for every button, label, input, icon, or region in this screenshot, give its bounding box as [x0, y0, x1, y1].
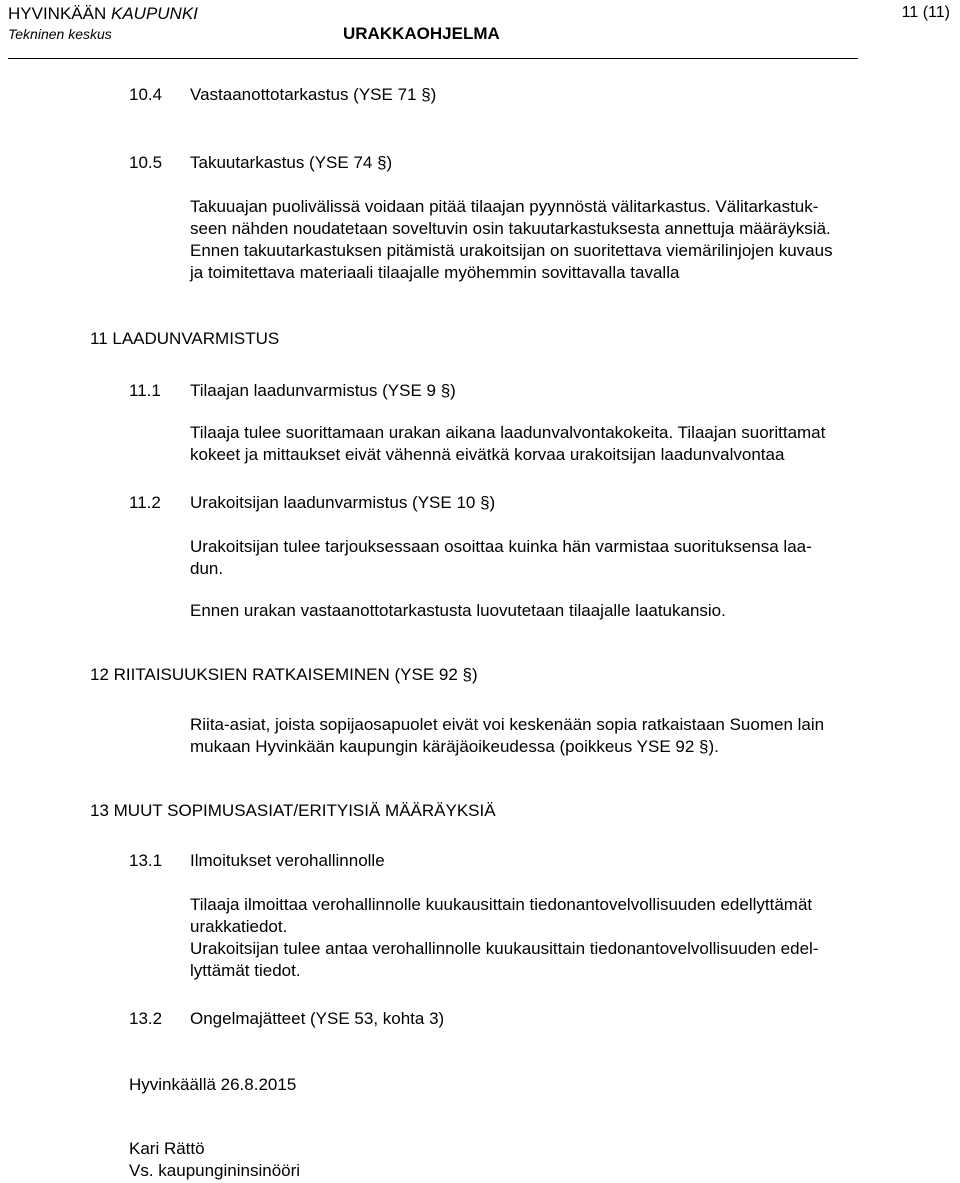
- section-13-2-number: 13.2: [129, 1009, 163, 1028]
- section-10-5-title: Takuutarkastus (YSE 74 §): [190, 153, 393, 172]
- section-13-1-title: Ilmoitukset verohallinnolle: [190, 851, 385, 870]
- chapter-12-heading: 12 RIITAISUUKSIEN RATKAISEMINEN (YSE 92 §): [90, 665, 478, 684]
- section-13-1-line: Tilaaja ilmoittaa verohallinnolle kuukausittain tiedonantovelvollisuuden edellyttämät: [190, 895, 813, 914]
- org-name-prefix: HYVINKÄÄN: [8, 4, 111, 23]
- department-name: Tekninen keskus: [8, 26, 112, 42]
- place-and-date: Hyvinkäällä 26.8.2015: [129, 1075, 297, 1094]
- section-13-1-line: Urakoitsijan tulee antaa verohallinnolle kuukausittain tiedonantovelvollisuuden edel-: [190, 939, 819, 958]
- section-13-1-line: urakkatiedot.: [190, 917, 288, 936]
- org-name-suffix: KAUPUNKI: [110, 4, 198, 23]
- chapter-11-heading: 11 LAADUNVARMISTUS: [90, 329, 280, 348]
- section-11-2-line: dun.: [190, 559, 224, 578]
- section-13-2-title: Ongelmajätteet (YSE 53, kohta 3): [190, 1009, 445, 1028]
- section-13-1-number: 13.1: [129, 851, 163, 870]
- section-11-2-line: Urakoitsijan tulee tarjouksessaan osoittaa kuinka hän varmistaa suorituksensa laa-: [190, 537, 812, 556]
- section-10-4-title: Vastaanottotarkastus (YSE 71 §): [190, 85, 437, 104]
- section-11-1-line: kokeet ja mittaukset eivät vähennä eivätkä korvaa urakoitsijan laadunvalvontaa: [190, 445, 785, 464]
- section-13-1-line: lyttämät tiedot.: [190, 961, 301, 980]
- section-10-4-number: 10.4: [129, 85, 163, 104]
- document-title: URAKKAOHJELMA: [343, 24, 500, 43]
- section-10-5-line: Takuuajan puolivälissä voidaan pitää tilaajan pyynnöstä välitarkastus. Välitarkastuk-: [190, 197, 819, 216]
- signatory-name: Kari Rättö: [129, 1139, 205, 1158]
- section-10-5-line: Ennen takuutarkastuksen pitämistä urakoitsijan on suoritettava viemärilinjojen kuvaus: [190, 241, 833, 260]
- section-11-2-title: Urakoitsijan laadunvarmistus (YSE 10 §): [190, 493, 496, 512]
- section-11-2-number: 11.2: [129, 493, 161, 512]
- section-10-5-number: 10.5: [129, 153, 163, 172]
- chapter-12-line: mukaan Hyvinkään kaupungin käräjäoikeudessa (poikkeus YSE 92 §).: [190, 737, 719, 756]
- chapter-13-heading: 13 MUUT SOPIMUSASIAT/ERITYISIÄ MÄÄRÄYKSIÄ: [90, 801, 496, 820]
- section-11-1-title: Tilaajan laadunvarmistus (YSE 9 §): [190, 381, 456, 400]
- chapter-12-line: Riita-asiat, joista sopijaosapuolet eivät voi keskenään sopia ratkaistaan Suomen lain: [190, 715, 825, 734]
- section-11-2-paragraph: Ennen urakan vastaanottotarkastusta luovutetaan tilaajalle laatukansio.: [190, 601, 726, 620]
- section-10-5-line: seen nähden noudatetaan soveltuvin osin takuutarkastuksesta annettuja määräyksiä.: [190, 219, 831, 238]
- organization-name: [8, 4, 198, 24]
- section-10-5-line: ja toimitettava materiaali tilaajalle myöhemmin sovittavalla tavalla: [190, 263, 680, 282]
- page-number: 11 (11): [901, 4, 950, 21]
- section-11-1-number: 11.1: [129, 381, 161, 400]
- section-11-1-line: Tilaaja tulee suorittamaan urakan aikana laadunvalvontakokeita. Tilaajan suorittamat: [190, 423, 826, 442]
- signatory-title: Vs. kaupungininsinööri: [129, 1161, 301, 1180]
- header-divider: [8, 58, 858, 59]
